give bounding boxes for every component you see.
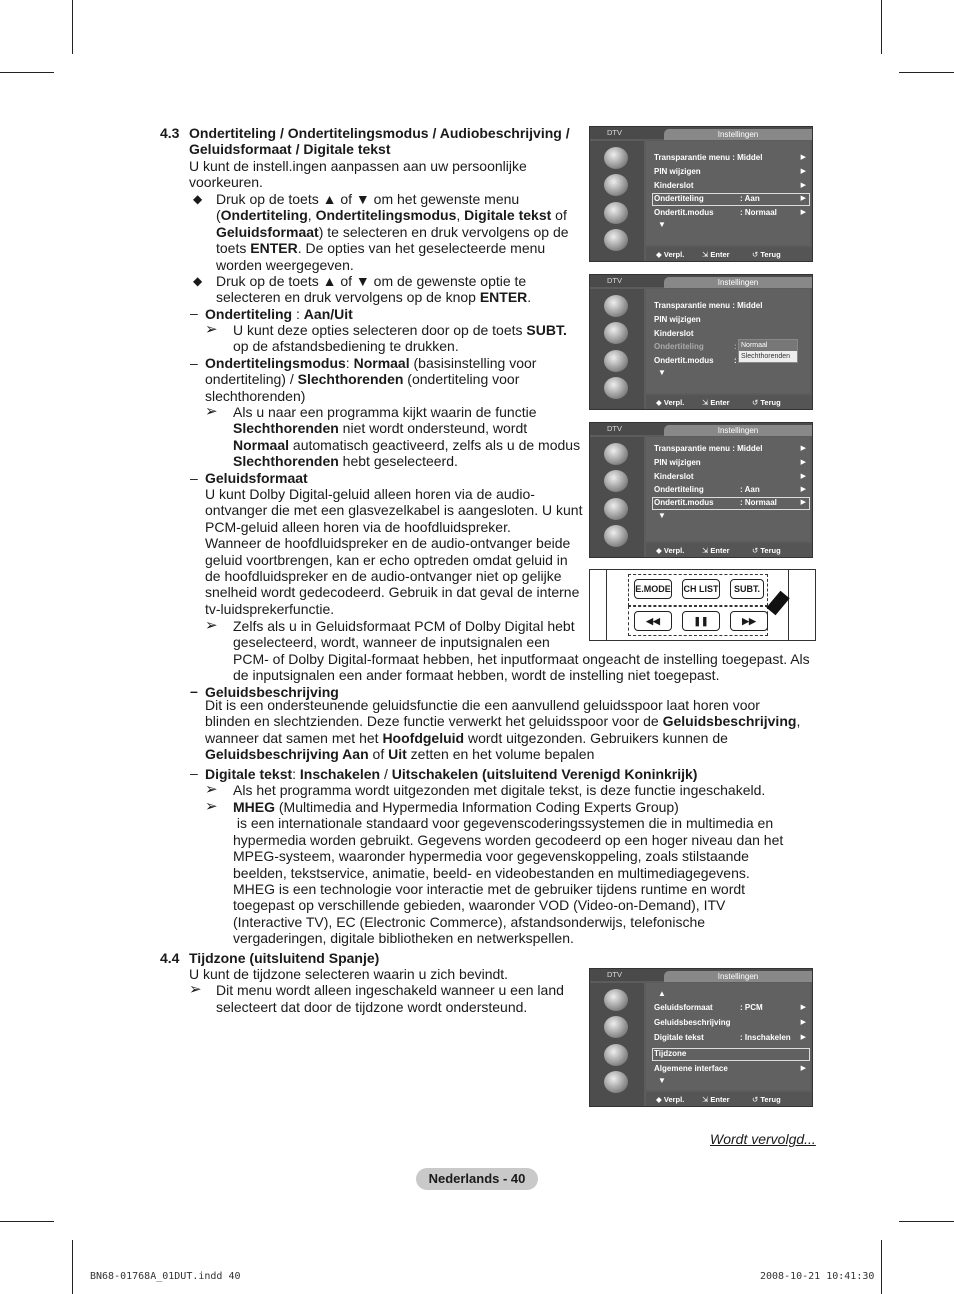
menu-title: Instellingen <box>664 277 812 288</box>
section-title: Geluidsformaat / Digitale tekst <box>189 141 391 157</box>
setup-icon <box>604 1071 628 1093</box>
menu-item-transparency: Transparantie menu : Middel <box>654 153 763 162</box>
option-dropdown[interactable] <box>738 339 798 363</box>
option-heading: Digitale tekst: Inschakelen / Uitschakelen (uitsluitend Verenigd Koninkrijk) <box>205 766 698 782</box>
channel-icon <box>604 202 628 224</box>
menu-item-kinderslot: Kinderslot <box>654 472 694 481</box>
menu-item-ondertiteling: Ondertiteling : <box>654 342 737 351</box>
crop-mark <box>0 1221 54 1222</box>
menu-title: Instellingen <box>664 129 812 140</box>
option-body: U kunt Dolby Digital-geluid alleen horen via de audio-ontvanger die met een glasvezelkabel is aangesloten. U kunt PCM-geluid alleen horen via de hoofdluidspreker. Wanneer de hoofdluidspreker en de audio-ontvanger beide geluid voortbrengen, kan er echo optreden omdat geluid in de hoofdluidspreker en de audio-ontvanger niet op gelijke snelheid wordt gedecodeerd. Gebruik in dat geval de interne tv-luidsprekerfunctie. <box>205 486 583 617</box>
menu-item-kinderslot: Kinderslot <box>654 181 694 190</box>
note-arrow-icon: ➢ <box>205 781 218 798</box>
section-number: 4.3 <box>160 125 180 141</box>
picture-icon <box>604 989 628 1011</box>
scroll-down-icon: ▼ <box>658 511 666 520</box>
dash-marker: – <box>190 765 198 781</box>
section-title: Ondertiteling / Ondertitelingsmodus / Audiobeschrijving / <box>189 125 570 141</box>
scroll-down-icon: ▼ <box>658 220 666 229</box>
dash-marker: – <box>190 355 198 371</box>
note-arrow-icon: ➢ <box>205 321 218 338</box>
dtv-label: DTV <box>607 276 622 285</box>
intro-text: U kunt de tijdzone selecteren waarin u zich bevindt. <box>189 966 509 982</box>
dash-marker: – <box>190 470 198 486</box>
emode-button[interactable]: E.MODE <box>634 579 672 599</box>
pause-button[interactable]: ❚❚ <box>682 611 720 631</box>
scroll-down-icon: ▼ <box>658 1076 666 1085</box>
scroll-up-icon: ▲ <box>658 989 666 998</box>
note-arrow-icon: ➢ <box>205 798 218 815</box>
picture-icon <box>604 295 628 317</box>
page-number-badge: Nederlands - 40 <box>416 1168 538 1190</box>
note-arrow-icon: ➢ <box>189 981 202 998</box>
option-slechthorenden[interactable]: Slechthorenden <box>741 353 791 360</box>
note-text: selecteert dat door de tijdzone wordt ondersteund. <box>216 999 528 1015</box>
tv-menu-screenshot: DTV Instellingen Transparantie menu : Middel ▶ PIN wijzigen ▶ Kinderslot ▶ Ondertiteling : Aan ▶ Ondertit.modus : Normaal ▶ ▼ ◆ Verpl. ⇲ Enter ↺ Terug <box>589 422 813 558</box>
note-text: Als het programma wordt uitgezonden met digitale tekst, is deze functie ingeschakeld. <box>233 782 766 798</box>
menu-title: Instellingen <box>664 425 812 436</box>
remote-control-illustration <box>589 569 816 641</box>
scroll-down-icon: ▼ <box>658 368 666 377</box>
setup-icon <box>604 377 628 399</box>
channel-icon <box>604 498 628 520</box>
dash-marker: – <box>190 305 198 321</box>
menu-item-tijdzone: Tijdzone <box>654 1049 687 1058</box>
pointer-hand-icon <box>766 591 789 616</box>
sound-icon <box>604 322 628 344</box>
crop-mark <box>0 72 54 73</box>
setup-icon <box>604 525 628 547</box>
menu-item-geluidsbeschrijving: Geluidsbeschrijving <box>654 1018 731 1027</box>
menu-item-algemene-interface: Algemene interface <box>654 1064 728 1073</box>
fast-forward-button[interactable]: ▶▶ <box>730 611 768 631</box>
instruction-text: Druk op de toets ▲ of ▼ om het gewenste menu (Ondertiteling, Ondertitelingsmodus, Digitale tekst of Geluidsformaat) te selecteren en druk vervolgens op de toets ENTER. De opties van het geselecteerde menu worden weergegeven. <box>216 191 569 273</box>
sound-icon <box>604 470 628 492</box>
menu-item-transparency: Transparantie menu : Middel <box>654 444 763 453</box>
menu-item-ondertiteling: Ondertiteling : Aan <box>654 485 760 494</box>
intro-text: U kunt de instell.ingen aanpassen aan uw persoonlijke <box>189 158 527 174</box>
crop-mark <box>899 72 954 73</box>
crop-mark <box>72 0 73 54</box>
option-heading: Ondertiteling : Aan/Uit <box>205 306 353 322</box>
menu-item-ondertit-modus: Ondertit.modus : Normaal <box>654 208 777 217</box>
menu-item-geluidsformaat: Geluidsformaat : PCM <box>654 1003 763 1012</box>
continued-text: Wordt vervolgd... <box>710 1131 816 1147</box>
menu-item-ondertit-modus: Ondertit.modus : Normaal <box>654 498 777 507</box>
option-heading: Ondertitelingsmodus: Normaal (basisinstelling voor ondertiteling) / Slechthorenden (ondertiteling voor slechthorenden) <box>205 355 537 404</box>
section-number: 4.4 <box>160 950 180 966</box>
crop-mark <box>899 1221 954 1222</box>
note-text: Als u naar een programma kijkt waarin de functie Slechthorenden niet wordt ondersteund, wordt Normaal automatisch geactiveerd, zelfs als u de modus Slechthorenden hebt geselecteerd. <box>233 404 581 470</box>
option-normaal[interactable]: Normaal <box>739 340 797 351</box>
subt-button[interactable]: SUBT. <box>730 579 764 599</box>
menu-item-digitale-tekst: Digitale tekst : Inschakelen <box>654 1033 791 1042</box>
note-arrow-icon: ➢ <box>205 403 218 420</box>
diamond-bullet-icon: ◆ <box>193 192 203 206</box>
crop-mark <box>881 0 882 54</box>
crop-mark <box>72 1240 73 1294</box>
print-timestamp: 2008-10-21 10:41:30 <box>760 1271 875 1282</box>
tv-menu-screenshot: DTV Instellingen ▲ Geluidsformaat : PCM ▶ Geluidsbeschrijving ▶ Digitale tekst : Inschakelen ▶ Tijdzone Algemene interface ▶ ▼ ◆ Verpl. ⇲ Enter ↺ Terug <box>589 968 813 1107</box>
print-file-slug: BN68-01768A_01DUT.indd 40 <box>90 1271 241 1282</box>
sound-icon <box>604 174 628 196</box>
note-text: Zelfs als u in Geluidsformaat PCM of Dolby Digital hebt geselecteerd, wordt, wanneer de inputsignalen een <box>233 618 575 651</box>
option-body: Dit is een ondersteunende geluidsfunctie die een aanvullend geluidsspoor laat horen voor blinden en slechtzienden. Deze functie verwerkt het geluidsspoor voor de Geluidsbeschrijving, wanneer dat samen met het Hoofdgeluid wordt uitgezonden. Gebruikers kunnen de Geluidsbeschrijving Aan of Uit zetten en het volume bepalen <box>205 697 801 763</box>
note-text: Dit menu wordt alleen ingeschakeld wanneer u een land <box>216 982 564 998</box>
picture-icon <box>604 147 628 169</box>
chlist-button[interactable]: CH LIST <box>682 579 720 599</box>
note-text: U kunt deze opties selecteren door op de toets SUBT. op de afstandsbediening te drukken. <box>233 322 567 355</box>
tv-menu-screenshot: DTV Instellingen Transparantie menu : Middel ▶ PIN wijzigen ▶ Kinderslot ▶ Ondertiteling : Aan ▶ Ondertit.modus : Normaal ▶ ▼ ◆ Verpl. ⇲ Enter ↺ Terug <box>589 126 813 262</box>
tv-menu-screenshot: DTV Instellingen Transparantie menu : Middel PIN wijzigen Kinderslot Ondertiteling : Ondertit.modus : Normaal Slechthorenden ▼ ◆ Verpl. ⇲ Enter ↺ Terug <box>589 274 813 410</box>
menu-item-pin: PIN wijzigen <box>654 315 701 324</box>
intro-text: voorkeuren. <box>189 174 263 190</box>
menu-item-pin: PIN wijzigen <box>654 167 701 176</box>
menu-item-ondertiteling: Ondertiteling : Aan <box>654 194 760 203</box>
menu-item-ondertit-modus: Ondertit.modus : <box>654 356 737 365</box>
instruction-text: Druk op de toets ▲ of ▼ om de gewenste optie te selecteren en druk vervolgens op de knop ENTER. <box>216 273 532 306</box>
note-text: MHEG (Multimedia and Hypermedia Information Coding Experts Group) is een internationale standaard voor gegevenscoderingssystemen die in multimedia en hypermedia worden gebruikt. Gegevens worden gecodeerd op een hoger niveau dan het MPEG-systeem, waaronder hypermedia voor gegevenskoppeling, zoals stilstaande beelden, tekstservice, animatie, beeld- en videobestanden en multimediagegevens. MHEG is een technologie voor interactie met de gebruiker tijdens runtime en wordt toegepast op verschillende gebieden, waaronder VOD (Video-on-Demand), ITV (Interactive TV), EC (Electronic Commerce), afstandsonderwijs, telefonische vergaderingen, digitale bibliotheken en netwerkspellen. <box>233 799 784 947</box>
channel-icon <box>604 350 628 372</box>
menu-title: Instellingen <box>664 971 812 982</box>
sound-icon <box>604 1016 628 1038</box>
crop-mark <box>881 1240 882 1294</box>
dtv-label: DTV <box>607 128 622 137</box>
option-heading: Geluidsbeschrijving <box>205 684 339 700</box>
note-text: PCM- of Dolby Digital-formaat hebben, het inputformaat ongeacht de instelling toegepast. Als de inputsignalen een ander formaat hebben, wordt de instelling niet toegepast. <box>233 651 810 684</box>
dtv-label: DTV <box>607 970 622 979</box>
section-title: Tijdzone (uitsluitend Spanje) <box>189 950 380 966</box>
menu-item-kinderslot: Kinderslot <box>654 329 694 338</box>
channel-icon <box>604 1044 628 1066</box>
picture-icon <box>604 443 628 465</box>
dash-marker: – <box>190 683 198 699</box>
menu-item-pin: PIN wijzigen <box>654 458 701 467</box>
rewind-button[interactable]: ◀◀ <box>634 611 672 631</box>
menu-item-transparency: Transparantie menu : Middel <box>654 301 763 310</box>
dtv-label: DTV <box>607 424 622 433</box>
setup-icon <box>604 229 628 251</box>
option-heading: Geluidsformaat <box>205 470 308 486</box>
note-arrow-icon: ➢ <box>205 617 218 634</box>
diamond-bullet-icon: ◆ <box>193 274 203 288</box>
